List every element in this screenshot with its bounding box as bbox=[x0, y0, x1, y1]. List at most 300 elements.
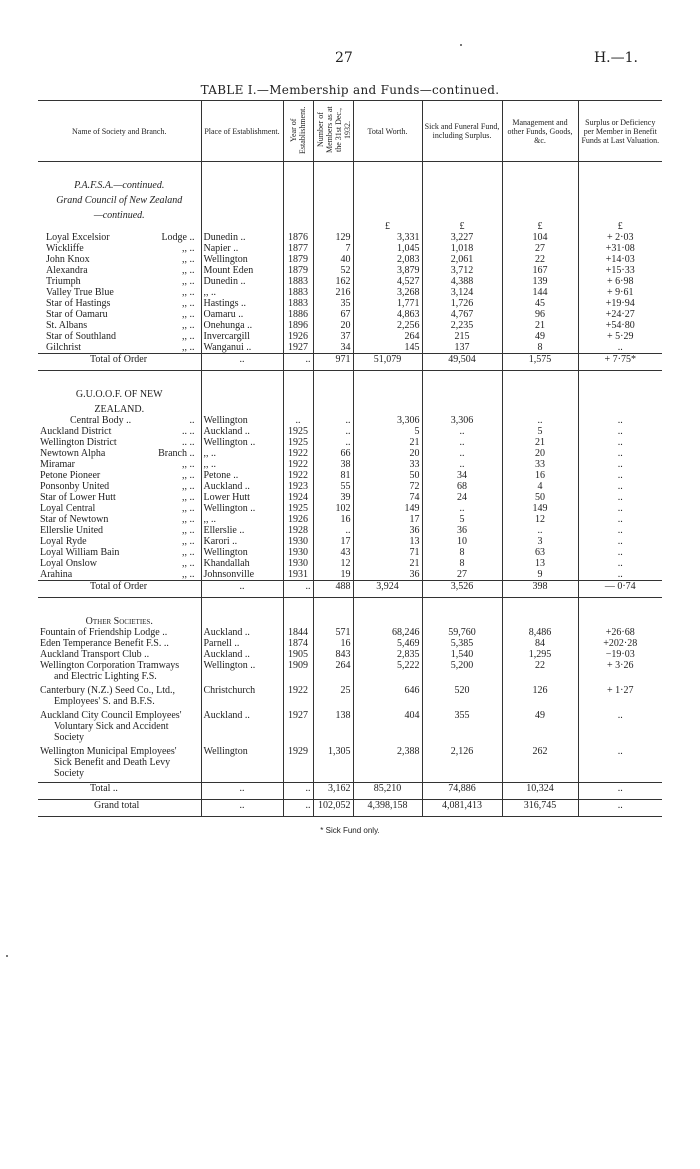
total-worth-cell: 3,306 bbox=[353, 415, 422, 426]
table-row bbox=[38, 426, 662, 437]
empty-cell bbox=[422, 176, 502, 191]
empty-cell bbox=[353, 400, 422, 415]
total-worth-cell: 4,527 bbox=[353, 276, 422, 287]
table-row bbox=[38, 243, 662, 254]
total-worth-cell: 3,331 bbox=[353, 232, 422, 243]
members-cell: 17 bbox=[313, 536, 353, 547]
table-row bbox=[38, 536, 662, 547]
members-cell: 81 bbox=[313, 470, 353, 481]
total-worth-cell: 2,388 bbox=[353, 746, 422, 782]
members-cell: 7 bbox=[313, 243, 353, 254]
place-cell: Wellington bbox=[201, 415, 283, 426]
empty-cell bbox=[201, 191, 283, 206]
sick-fund-cell: 3,526 bbox=[422, 581, 502, 598]
empty-cell bbox=[283, 612, 313, 627]
spacer-row bbox=[38, 162, 662, 177]
empty-cell bbox=[422, 612, 502, 627]
society-name-cell bbox=[38, 437, 201, 448]
year-cell: 1905 bbox=[283, 649, 313, 660]
empty-cell bbox=[578, 191, 662, 206]
currency-symbol: £ bbox=[422, 221, 502, 232]
place-cell: Wellington bbox=[201, 547, 283, 558]
place-cell: Auckland .. bbox=[201, 426, 283, 437]
year-cell: .. bbox=[283, 415, 313, 426]
section-heading: Grand Council of New Zealand bbox=[56, 195, 183, 206]
section-heading-row bbox=[38, 385, 662, 400]
society-name-cell bbox=[38, 660, 201, 685]
management-cell: 21 bbox=[502, 437, 578, 448]
surplus-cell: +24·27 bbox=[578, 309, 662, 320]
total-worth-cell: 17 bbox=[353, 514, 422, 525]
members-cell: 488 bbox=[313, 581, 353, 598]
col-header-members: Number of Members as at the 31st Dec., 1932. bbox=[315, 106, 352, 154]
surplus-cell: .. bbox=[578, 536, 662, 547]
members-cell: 19 bbox=[313, 569, 353, 580]
members-cell: 16 bbox=[313, 514, 353, 525]
section-heading: ZEALAND. bbox=[94, 404, 145, 415]
members-cell: 16 bbox=[313, 638, 353, 649]
place-cell: ,, .. bbox=[201, 287, 283, 298]
management-cell: 398 bbox=[502, 581, 578, 598]
table-row bbox=[38, 547, 662, 558]
sick-fund-cell: 355 bbox=[422, 710, 502, 746]
col-header-sick: Sick and Funeral Fund, including Surplus. bbox=[422, 101, 502, 162]
empty-cell bbox=[313, 176, 353, 191]
name-suffix: ,, .. bbox=[182, 276, 195, 287]
total-row bbox=[38, 581, 662, 598]
table-row bbox=[38, 309, 662, 320]
society-name: Star of Newtown bbox=[40, 514, 109, 525]
members-cell: .. bbox=[313, 437, 353, 448]
place-cell: Lower Hutt bbox=[201, 492, 283, 503]
spacer-cell bbox=[201, 162, 283, 177]
empty-cell bbox=[283, 221, 313, 232]
management-cell: 96 bbox=[502, 309, 578, 320]
place-cell: ,, .. bbox=[201, 448, 283, 459]
table-row bbox=[38, 415, 662, 426]
empty-cell bbox=[313, 206, 353, 221]
management-cell: 49 bbox=[502, 710, 578, 746]
society-name-cell bbox=[38, 558, 201, 569]
society-name-cell bbox=[38, 243, 201, 254]
table-row bbox=[38, 448, 662, 459]
members-cell: 102,052 bbox=[313, 800, 353, 817]
place-cell: Parnell .. bbox=[201, 638, 283, 649]
empty-cell bbox=[313, 221, 353, 232]
surplus-cell: .. bbox=[578, 470, 662, 481]
management-cell: 13 bbox=[502, 558, 578, 569]
society-name-cell bbox=[38, 627, 201, 638]
sick-fund-cell: 49,504 bbox=[422, 354, 502, 371]
sick-fund-cell: 34 bbox=[422, 470, 502, 481]
year-cell: 1922 bbox=[283, 448, 313, 459]
society-name-cell bbox=[38, 254, 201, 265]
year-cell: 1927 bbox=[283, 342, 313, 353]
page-number: 27 bbox=[335, 50, 353, 66]
empty-cell bbox=[283, 176, 313, 191]
year-cell: 1922 bbox=[283, 459, 313, 470]
sick-fund-cell: 3,227 bbox=[422, 232, 502, 243]
society-name-line: and Electric Lighting F.S. bbox=[54, 671, 157, 682]
name-suffix: ,, .. bbox=[182, 569, 195, 580]
year-cell: 1927 bbox=[283, 710, 313, 746]
surplus-cell: .. bbox=[578, 437, 662, 448]
name-suffix: ,, .. bbox=[182, 243, 195, 254]
management-cell: .. bbox=[502, 415, 578, 426]
year-cell: 1929 bbox=[283, 746, 313, 782]
place-cell: Wellington .. bbox=[201, 660, 283, 685]
year-cell: 1844 bbox=[283, 627, 313, 638]
society-name-cell bbox=[38, 649, 201, 660]
total-worth-cell: 51,079 bbox=[353, 354, 422, 371]
management-cell: 10,324 bbox=[502, 783, 578, 800]
spacer-cell bbox=[502, 598, 578, 613]
place-cell: ,, .. bbox=[201, 514, 283, 525]
members-cell: 12 bbox=[313, 558, 353, 569]
surplus-cell: + 9·61 bbox=[578, 287, 662, 298]
name-suffix: ,, .. bbox=[182, 320, 195, 331]
management-cell: 144 bbox=[502, 287, 578, 298]
sick-fund-cell: 68 bbox=[422, 481, 502, 492]
year-cell: 1922 bbox=[283, 470, 313, 481]
section-heading-row bbox=[38, 612, 662, 627]
empty-cell bbox=[201, 612, 283, 627]
empty-cell bbox=[283, 191, 313, 206]
spacer-cell bbox=[578, 598, 662, 613]
sick-fund-cell: 27 bbox=[422, 569, 502, 580]
society-name-cell bbox=[38, 492, 201, 503]
management-cell: 16 bbox=[502, 470, 578, 481]
surplus-cell: +26·68 bbox=[578, 627, 662, 638]
year-cell: 1925 bbox=[283, 437, 313, 448]
total-worth-cell: 4,863 bbox=[353, 309, 422, 320]
members-cell: 971 bbox=[313, 354, 353, 371]
members-cell: 1,305 bbox=[313, 746, 353, 782]
name-suffix: ,, .. bbox=[182, 287, 195, 298]
year-cell: 1922 bbox=[283, 685, 313, 710]
total-worth-cell: 72 bbox=[353, 481, 422, 492]
society-name-cell bbox=[38, 276, 201, 287]
table-row bbox=[38, 287, 662, 298]
table-header-row bbox=[38, 101, 662, 162]
currency-symbol: £ bbox=[502, 221, 578, 232]
total-dots: .. bbox=[201, 783, 283, 800]
members-cell: .. bbox=[313, 525, 353, 536]
table-row bbox=[38, 746, 662, 782]
management-cell: 8,486 bbox=[502, 627, 578, 638]
society-name: Loyal Excelsior bbox=[46, 232, 110, 243]
society-name-line: Auckland Transport Club .. bbox=[40, 649, 150, 660]
name-suffix: .. .. bbox=[182, 437, 195, 448]
empty-cell bbox=[422, 400, 502, 415]
surplus-cell: + 2·03 bbox=[578, 232, 662, 243]
society-name-cell bbox=[38, 415, 201, 426]
name-suffix: ,, .. bbox=[182, 481, 195, 492]
management-cell: 4 bbox=[502, 481, 578, 492]
society-name-cell bbox=[38, 710, 201, 746]
management-cell: 50 bbox=[502, 492, 578, 503]
year-cell: 1930 bbox=[283, 558, 313, 569]
surplus-cell: .. bbox=[578, 783, 662, 800]
place-cell: Karori .. bbox=[201, 536, 283, 547]
members-cell: .. bbox=[313, 426, 353, 437]
year-cell: 1883 bbox=[283, 276, 313, 287]
society-name-line: Society bbox=[54, 732, 84, 743]
members-cell: 39 bbox=[313, 492, 353, 503]
society-name-cell bbox=[38, 547, 201, 558]
society-name-cell bbox=[38, 265, 201, 276]
membership-funds-table bbox=[38, 100, 662, 817]
surplus-cell: −19·03 bbox=[578, 649, 662, 660]
table-row bbox=[38, 470, 662, 481]
name-suffix: ,, .. bbox=[182, 298, 195, 309]
members-cell: 138 bbox=[313, 710, 353, 746]
management-cell: 139 bbox=[502, 276, 578, 287]
members-cell: 67 bbox=[313, 309, 353, 320]
total-dots: .. bbox=[283, 783, 313, 800]
empty-cell bbox=[201, 400, 283, 415]
footnote: * Sick Fund only. bbox=[320, 826, 380, 835]
society-name: Wickliffe bbox=[46, 243, 84, 254]
society-name-cell bbox=[38, 638, 201, 649]
management-cell: 84 bbox=[502, 638, 578, 649]
empty-cell bbox=[38, 221, 201, 232]
surplus-cell: + 1·27 bbox=[578, 685, 662, 710]
empty-cell bbox=[313, 385, 353, 400]
society-name-cell bbox=[38, 481, 201, 492]
empty-cell bbox=[353, 612, 422, 627]
sick-fund-cell: 3,712 bbox=[422, 265, 502, 276]
society-name-cell bbox=[38, 503, 201, 514]
place-cell: Napier .. bbox=[201, 243, 283, 254]
col-header-year: Year of Establishment. bbox=[289, 106, 307, 154]
table-row bbox=[38, 525, 662, 536]
surplus-cell: + 5·29 bbox=[578, 331, 662, 342]
empty-cell bbox=[422, 191, 502, 206]
table-row bbox=[38, 503, 662, 514]
table-row bbox=[38, 638, 662, 649]
section-heading-row bbox=[38, 176, 662, 191]
management-cell: 1,295 bbox=[502, 649, 578, 660]
name-suffix: ,, .. bbox=[182, 558, 195, 569]
society-name-cell bbox=[38, 569, 201, 580]
empty-cell bbox=[502, 400, 578, 415]
table-row bbox=[38, 660, 662, 685]
society-name: Arahina bbox=[40, 569, 73, 580]
scan-speck bbox=[460, 44, 462, 46]
empty-cell bbox=[422, 206, 502, 221]
place-cell: Auckland .. bbox=[201, 710, 283, 746]
place-cell: Wellington .. bbox=[201, 503, 283, 514]
empty-cell bbox=[313, 191, 353, 206]
society-name-cell bbox=[38, 448, 201, 459]
total-dots: .. bbox=[283, 800, 313, 817]
empty-cell bbox=[502, 385, 578, 400]
year-cell: 1931 bbox=[283, 569, 313, 580]
sick-fund-cell: 36 bbox=[422, 525, 502, 536]
col-header-name: Name of Society and Branch. bbox=[38, 101, 201, 162]
members-cell: .. bbox=[313, 415, 353, 426]
sick-fund-cell: 1,018 bbox=[422, 243, 502, 254]
society-name-cell bbox=[38, 426, 201, 437]
sick-fund-cell: 2,061 bbox=[422, 254, 502, 265]
management-cell: 20 bbox=[502, 448, 578, 459]
spacer-cell bbox=[422, 598, 502, 613]
table-row bbox=[38, 276, 662, 287]
name-suffix: Branch .. bbox=[158, 448, 195, 459]
empty-cell bbox=[201, 206, 283, 221]
place-cell: Wellington bbox=[201, 746, 283, 782]
management-cell: 3 bbox=[502, 536, 578, 547]
place-cell: Hastings .. bbox=[201, 298, 283, 309]
sick-fund-cell: .. bbox=[422, 426, 502, 437]
place-cell: Dunedin .. bbox=[201, 232, 283, 243]
year-cell: 1896 bbox=[283, 320, 313, 331]
management-cell: 21 bbox=[502, 320, 578, 331]
table-row bbox=[38, 437, 662, 448]
management-cell: 49 bbox=[502, 331, 578, 342]
management-cell: 22 bbox=[502, 254, 578, 265]
empty-cell bbox=[578, 400, 662, 415]
table-row bbox=[38, 649, 662, 660]
total-label: Grand total bbox=[38, 800, 201, 817]
scan-speck bbox=[6, 955, 8, 957]
surplus-cell: .. bbox=[578, 503, 662, 514]
year-cell: 1883 bbox=[283, 287, 313, 298]
place-cell: Auckland .. bbox=[201, 627, 283, 638]
management-cell: 45 bbox=[502, 298, 578, 309]
total-dots: .. bbox=[283, 581, 313, 598]
currency-row bbox=[38, 221, 662, 232]
surplus-cell: + 6·98 bbox=[578, 276, 662, 287]
place-cell: Wellington bbox=[201, 254, 283, 265]
table-row bbox=[38, 685, 662, 710]
place-cell: Ellerslie .. bbox=[201, 525, 283, 536]
society-name-cell bbox=[38, 331, 201, 342]
society-name-cell bbox=[38, 685, 201, 710]
society-name-line: Voluntary Sick and Accident bbox=[54, 721, 169, 732]
total-worth-cell: 3,924 bbox=[353, 581, 422, 598]
table-row bbox=[38, 342, 662, 353]
total-worth-cell: 264 bbox=[353, 331, 422, 342]
place-cell: Oamaru .. bbox=[201, 309, 283, 320]
surplus-cell: .. bbox=[578, 710, 662, 746]
society-name: Miramar bbox=[40, 459, 75, 470]
surplus-cell: .. bbox=[578, 514, 662, 525]
total-label: Total of Order bbox=[38, 581, 201, 598]
society-name-cell bbox=[38, 536, 201, 547]
empty-cell bbox=[502, 191, 578, 206]
year-cell: 1924 bbox=[283, 492, 313, 503]
table-row bbox=[38, 558, 662, 569]
sick-fund-cell: 74,886 bbox=[422, 783, 502, 800]
total-worth-cell: 50 bbox=[353, 470, 422, 481]
sick-fund-cell: 59,760 bbox=[422, 627, 502, 638]
table-row bbox=[38, 481, 662, 492]
col-header-worth: Total Worth. bbox=[353, 101, 422, 162]
place-cell: Auckland .. bbox=[201, 481, 283, 492]
total-dots: .. bbox=[201, 800, 283, 817]
society-name: John Knox bbox=[46, 254, 90, 265]
section-heading-row bbox=[38, 191, 662, 206]
year-cell: 1877 bbox=[283, 243, 313, 254]
members-cell: 20 bbox=[313, 320, 353, 331]
name-suffix: ,, .. bbox=[182, 525, 195, 536]
members-cell: 3,162 bbox=[313, 783, 353, 800]
total-worth-cell: 68,246 bbox=[353, 627, 422, 638]
place-cell: Mount Eden bbox=[201, 265, 283, 276]
sick-fund-cell: 5 bbox=[422, 514, 502, 525]
management-cell: 33 bbox=[502, 459, 578, 470]
members-cell: 55 bbox=[313, 481, 353, 492]
sick-fund-cell: 5,385 bbox=[422, 638, 502, 649]
total-dots: .. bbox=[201, 354, 283, 371]
members-cell: 129 bbox=[313, 232, 353, 243]
section-heading: —continued. bbox=[93, 210, 145, 221]
spacer-row bbox=[38, 598, 662, 613]
total-worth-cell: 21 bbox=[353, 558, 422, 569]
place-cell: Petone .. bbox=[201, 470, 283, 481]
total-worth-cell: 5 bbox=[353, 426, 422, 437]
total-worth-cell: 2,835 bbox=[353, 649, 422, 660]
total-worth-cell: 2,083 bbox=[353, 254, 422, 265]
society-name-cell bbox=[38, 298, 201, 309]
section-heading-row bbox=[38, 206, 662, 221]
spacer-cell bbox=[201, 371, 283, 386]
total-worth-cell: 404 bbox=[353, 710, 422, 746]
name-suffix: ,, .. bbox=[182, 309, 195, 320]
empty-cell bbox=[578, 612, 662, 627]
total-worth-cell: 71 bbox=[353, 547, 422, 558]
place-cell: Onehunga .. bbox=[201, 320, 283, 331]
year-cell: 1909 bbox=[283, 660, 313, 685]
spacer-cell bbox=[353, 598, 422, 613]
management-cell: 9 bbox=[502, 569, 578, 580]
place-cell: Wanganui .. bbox=[201, 342, 283, 353]
year-cell: 1874 bbox=[283, 638, 313, 649]
total-worth-cell: 3,879 bbox=[353, 265, 422, 276]
table-row bbox=[38, 320, 662, 331]
society-name-cell bbox=[38, 459, 201, 470]
col-header-mgmt: Management and other Funds, Goods, &c. bbox=[502, 101, 578, 162]
table-title: TABLE I.—Membership and Funds—continued. bbox=[200, 83, 500, 97]
society-name-line: Eden Temperance Benefit F.S. .. bbox=[40, 638, 169, 649]
members-cell: 162 bbox=[313, 276, 353, 287]
society-name-line: Employees' S. and B.F.S. bbox=[54, 696, 155, 707]
society-name-line: Auckland City Council Employees' bbox=[40, 710, 182, 721]
society-name: Petone Pioneer bbox=[40, 470, 101, 481]
total-dots: .. bbox=[201, 581, 283, 598]
society-name-cell bbox=[38, 342, 201, 353]
sick-fund-cell: 4,081,413 bbox=[422, 800, 502, 817]
surplus-cell: +15·33 bbox=[578, 265, 662, 276]
members-cell: 843 bbox=[313, 649, 353, 660]
society-name: Auckland District bbox=[40, 426, 112, 437]
name-suffix: ,, .. bbox=[182, 265, 195, 276]
year-cell: 1930 bbox=[283, 547, 313, 558]
spacer-row bbox=[38, 371, 662, 386]
society-name: Star of Southland bbox=[46, 331, 116, 342]
total-worth-cell: 74 bbox=[353, 492, 422, 503]
management-cell: 1,575 bbox=[502, 354, 578, 371]
year-cell: 1879 bbox=[283, 254, 313, 265]
table-row bbox=[38, 331, 662, 342]
sick-fund-cell: 5,200 bbox=[422, 660, 502, 685]
sick-fund-cell: .. bbox=[422, 448, 502, 459]
management-cell: 8 bbox=[502, 342, 578, 353]
empty-cell bbox=[353, 191, 422, 206]
members-cell: 102 bbox=[313, 503, 353, 514]
